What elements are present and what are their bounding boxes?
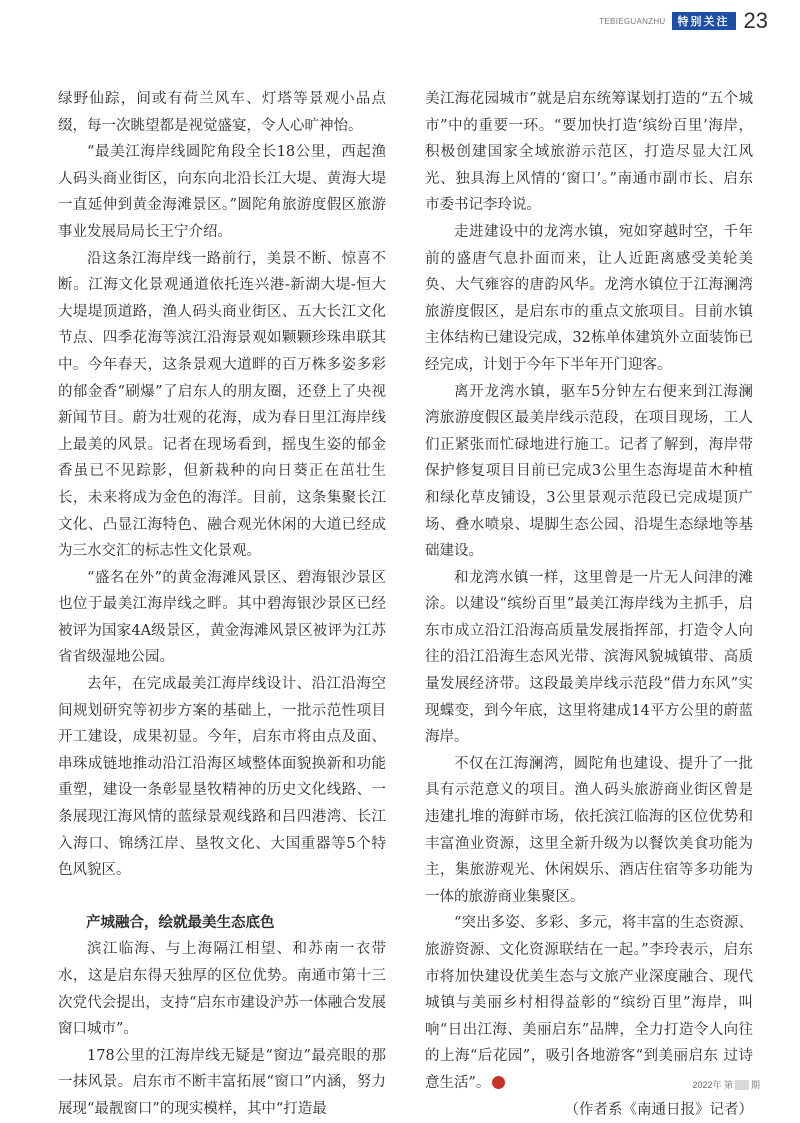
- issue-number-box: [735, 1080, 749, 1090]
- section-name-en: TEBIEGUANZHU: [599, 16, 666, 26]
- paragraph: 美江海花园城市”就是启东统筹谋划打造的“五个城市”中的重要一环。“要加快打造‘缤纷百里’海岸，积极创建国家全域旅游示范区，打造尽显大江风光、独具海上风情的‘窗口’。”南通市副市长、启东市委书记李玲说。: [425, 91, 753, 214]
- paragraph: 绿野仙踪，间或有荷兰风车、灯塔等景观小品点缀，每一次眺望都是视觉盛宴，令人心旷神怡。: [58, 91, 386, 134]
- section-heading: 产城融合，绘就最美生态底色: [86, 914, 275, 931]
- end-mark-icon: 苑: [492, 1076, 505, 1089]
- paragraph: 走进建设中的龙湾水镇，宛如穿越时空，千年前的盛唐气息扑面而来，让人近距离感受美轮美奂、大气雍容的唐韵风华。龙湾水镇位于江海澜湾旅游度假区，是启东市的重点文旅项目。目前水镇主体结构已建设完成，32栋单体建筑外立面装饰已经完成，计划于今年下半年开门迎客。: [425, 223, 753, 373]
- paragraph: “盛名在外”的黄金海滩风景区、碧海银沙景区也位于最美江海岸线之畔。其中碧海银沙景区已经被评为国家4A级景区，黄金海滩风景区被评为江苏省省级湿地公园。: [58, 569, 386, 666]
- paragraph: 178公里的江海岸线无疑是“窗边”最亮眼的那一抹风景。启东市不断丰富拓展“窗口”内涵，努力展现“最靓窗口”的现实模样，其中“打造最: [58, 1047, 386, 1117]
- paragraph: 沿这条江海岸线一路前行，美景不断、惊喜不断。江海文化景观通道依托连兴港-新湖大堤-恒大大堤堤顶道路，渔人码头商业街区、五大长江文化节点、四季花海等滨江沿海景观如颗颗珍珠串联其中。今年春天，这条景观大道畔的百万株多姿多彩的郁金香“刷爆”了启东人的朋友圈，还登上了央视新闻节目。蔚为壮观的花海，成为春日里江海岸线上最美的风景。记者在现场看到，摇曳生姿的郁金香虽已不见踪影，但新栽种的向日葵正在茁壮生长，未来将成为金色的海洋。目前，这条集聚长江文化、凸显江海特色、融合观光休闲的大道已经成为三水交汇的标志性文化景观。: [58, 250, 386, 560]
- issue-suffix: 期: [750, 1080, 760, 1090]
- paragraph: 离开龙湾水镇，驱车5分钟左右便来到江海澜湾旅游度假区最美岸线示范段，在项目现场，工人们正紧张而忙碌地进行施工。记者了解到，海岸带保护修复项目目前已完成3公里生态海堤苗木种植和绿化草皮铺设，3公里景观示范段已完成堤顶广场、叠水喷泉、堤脚生态公园、沿堤生态绿地等基础建设。: [425, 383, 753, 560]
- paragraph: 滨江临海、与上海隔江相望、和苏南一衣带水，这是启东得天独厚的区位优势。南通市第十三次党代会提出，支持“启东市建设沪苏一体融合发展窗口城市”。: [58, 941, 386, 1038]
- paragraph: 不仅在江海澜湾，圆陀角也建设、提升了一批具有示范意义的项目。渔人码头旅游商业街区曾是违建扎堆的海鲜市场，依托滨江临海的区位优势和丰富渔业资源，这里全新升级为以餐饮美食功能为主，集旅游观光、休闲娱乐、酒店住宿等多功能为一体的旅游商业集聚区。: [425, 755, 753, 905]
- page-number: 23: [743, 8, 768, 33]
- left-column: [58, 86, 386, 1123]
- paragraph: 去年，在完成最美江海岸线设计、沿江沿海空间规划研究等初步方案的基础上，一批示范性项目开工建设，成果初显。今年，启东市将由点及面、串珠成链地推动沿江沿海区域整体面貌换新和功能重塑，建设一条彰显垦牧精神的历史文化线路、一条展现江海风情的蓝绿景观线路和吕四港湾、长江入海口、锦绣江岸、垦牧文化、大国重器等5个特色风貌区。: [58, 676, 386, 879]
- page-header: [599, 8, 768, 34]
- paragraph: “最美江海岸线圆陀角段全长18公里，西起渔人码头商业街区，向东向北沿长江大堤、黄海大堤一直延伸到黄金海滩景区。”圆陀角旅游度假区旅游事业发展局局长王宁介绍。: [58, 144, 386, 240]
- section-tag: 特别关注: [672, 12, 736, 30]
- page-footer: [692, 1078, 760, 1091]
- paragraph: 和龙湾水镇一样，这里曾是一片无人问津的滩涂。以建设“缤纷百里”最美江海岸线为主抓手，启东市成立沿江沿海高质量发展指挥部，打造令人向往的沿江沿海生态风光带、滨海风貌城镇带、高质量发展经济带。这段最美岸线示范段“借力东风”实现蝶变，到今年底，这里将建成14平方公里的蔚蓝海岸。: [425, 569, 753, 746]
- paragraph-final: [425, 910, 753, 1096]
- paragraph-text: “突出多姿、多彩、多元，将丰富的生态资源、旅游资源、文化资源联结在一起。”李玲表示，启东市将加快建设优美生态与文旅产业深度融合、现代城镇与美丽乡村相得益彰的“缤纷百里”海岸，叫响“日出江海、美丽启东”品牌，全力打造令人向往的上海“后花园”，吸引各地游客“到美丽启东 过诗意生活”。: [425, 915, 753, 1091]
- author-byline: （作者系《南通日报》记者）: [564, 1101, 753, 1118]
- right-column: [425, 86, 753, 1123]
- issue-year: 2022年 第: [692, 1080, 733, 1090]
